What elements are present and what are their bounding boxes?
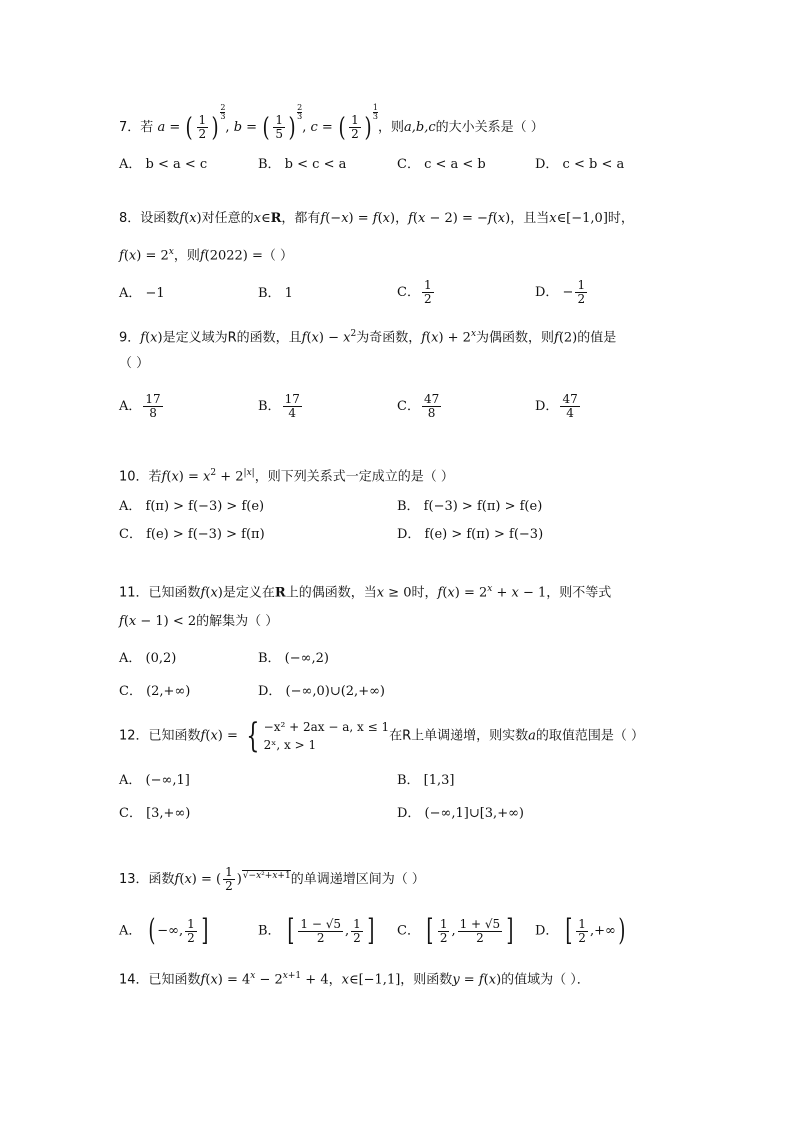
q10-number: 10．若 — [119, 469, 162, 485]
q8-option-b: B． 1 — [258, 286, 293, 301]
q8-text-d: ，且当 — [510, 211, 550, 226]
question-9-stem: 9．f(x)是定义域为R的函数，且$f(x) - x^2$为奇函数，$f(x) + 2^x$为偶函数，则f(2)的值是 — [119, 329, 617, 346]
q7-number: 7． — [119, 120, 141, 135]
q10-option-c: C． f(e) > f(−3) > f(π) — [119, 527, 265, 542]
question-8-stem: 8．设函数f(x)对任意的x∈R，都有f(−x) = f(x)，f(x − 2) = −f(x)，且当x∈[−1,0]时， — [119, 211, 634, 226]
q7-option-b: B． b < c < a — [258, 157, 347, 172]
q14-text-c: ，则函数 — [400, 972, 453, 988]
q13-option-b: B． [ $\frac{1 - √5}{2}$ , $\frac{1}{2}$ ] — [258, 913, 375, 948]
q13-number: 13．函数 — [119, 872, 175, 887]
q12-number: 12．已知函数 — [119, 728, 201, 744]
q9-text-a: 是定义域为R的函数，且 — [162, 330, 302, 346]
q9-number: 9． — [119, 330, 141, 346]
q7-stem-pre: 若 — [140, 120, 154, 135]
q11-number: 11．已知函数 — [119, 585, 201, 601]
q7-option-d: D． c < b < a — [535, 157, 625, 172]
q11-text-b: 是定义在 — [222, 585, 275, 601]
q11-option-a: A． (0,2) — [119, 651, 177, 666]
q7-option-a: A． b < a < c — [119, 157, 208, 172]
q9-text-c: 为偶函数，则 — [476, 330, 555, 346]
q9-option-c: C． $\frac{47}{8}$ — [397, 392, 440, 420]
q12-text-c: 的取值范围是（ ） — [535, 728, 645, 744]
q14-text-d: 的值域为（ ）． — [501, 972, 590, 988]
q8-option-a: A． −1 — [119, 286, 165, 301]
question-9-line2: （ ） — [119, 356, 150, 371]
q12-case2: 2ˣ, x > 1 — [263, 738, 317, 752]
q11-line2-b: 的解集为（ ） — [196, 614, 279, 629]
question-7-stem: 7．若 a = ( $\frac{1}{2}$ ) $\frac{2}{3}$ , b = ( $\frac{1}{5}$ ) $\frac{2}{3}$ , c = ( $\frac{1}{2}$ ) $\frac{1}{3}$ ，则a,b,c的大小关系是（ ） — [119, 103, 544, 143]
question-14-stem: 14．已知函数$f(x) = 4^x - 2^{x+1} + 4$，x∈[−1,1]，则函数y = f(x)的值域为（ ）． — [119, 971, 590, 988]
q8-text-a: 设函数 — [140, 211, 180, 226]
q10-option-b: B． f(−3) > f(π) > f(e) — [397, 499, 543, 514]
question-10-stem: 10．若$f(x) = x^2 + 2^{|x|}$，则下列关系式一定成立的是（ ） — [119, 468, 454, 485]
q8-number: 8． — [119, 211, 141, 226]
q11-text-c: 上的偶函数，当 — [285, 585, 377, 601]
q13-option-c: C． [ $\frac{1}{2}$ , $\frac{1 + √5}{2}$ ] — [397, 913, 514, 948]
q8-text-b: 对任意的 — [201, 211, 254, 226]
q7-stem-post: ，则 — [378, 120, 405, 135]
q9-option-d: D． $\frac{47}{4}$ — [535, 392, 578, 420]
q11-text-e: ，则不等式 — [546, 585, 612, 601]
q14-text-b: ， — [328, 972, 342, 988]
q12-case1: −x² + 2ax − a, x ≤ 1 — [263, 720, 390, 734]
q7-stem-end: 的大小关系是（ ） — [435, 120, 544, 135]
q9-option-b: B． $\frac{17}{4}$ — [258, 392, 300, 420]
q13-text-b: 的单调递增区间为（ ） — [290, 872, 425, 887]
question-11-stem: 11．已知函数f(x)是定义在R上的偶函数，当x ≥ 0时，$f(x) = 2^x + x - 1$，则不等式 — [119, 584, 612, 601]
q11-option-b: B． (−∞,2) — [258, 651, 329, 666]
q12-option-d: D． (−∞,1]∪[3,+∞) — [397, 806, 524, 821]
q8-option-d: D． − $\frac{1}{2}$ — [535, 278, 586, 306]
q8-text-c: ，都有 — [281, 211, 321, 226]
q11-option-c: C． (2,+∞) — [119, 684, 191, 699]
question-12-stem: 12．已知函数f(x) = { −x² + 2ax − a, x ≤ 1 2ˣ, x > 1 在R上单调递增，则实数a的取值范围是（ ） — [119, 716, 645, 756]
q12-option-a: A． (−∞,1] — [119, 773, 190, 788]
question-11-line2: f(x − 1) < 2的解集为（ ） — [119, 614, 279, 629]
q7-abc: a,b,c — [404, 120, 436, 135]
q10-option-d: D． f(e) > f(π) > f(−3) — [397, 527, 544, 542]
q8-line2-tail: （ ） — [262, 248, 294, 264]
q9-option-a: A． $\frac{17}{8}$ — [119, 392, 161, 420]
q7-option-c: C． c < a < b — [397, 157, 486, 172]
q10-text-b: ，则下列关系式一定成立的是（ ） — [254, 469, 454, 485]
question-8-line2: $f(x) = 2^x$，则f(2022) =（ ） — [119, 247, 294, 264]
q8-line2-end: ，则 — [173, 248, 200, 264]
q9-text-d: 的值是 — [577, 330, 617, 346]
q8-option-c: C． $\frac{1}{2}$ — [397, 278, 432, 306]
q11-option-d: D． (−∞,0)∪(2,+∞) — [258, 684, 385, 699]
q11-text-d: 时， — [411, 585, 438, 601]
q12-option-b: B． [1,3] — [397, 773, 455, 788]
q9-text-b: 为奇函数， — [356, 330, 422, 346]
q13-option-d: D． [ $\frac{1}{2}$ ,+∞) — [535, 913, 626, 948]
q13-option-a: A． ( −∞, $\frac{1}{2}$ ] — [119, 913, 209, 948]
q12-option-c: C． [3,+∞) — [119, 806, 191, 821]
q10-option-a: A． f(π) > f(−3) > f(e) — [119, 499, 265, 514]
q12-text-b: 在R上单调递增，则实数 — [389, 728, 529, 744]
q14-number: 14．已知函数 — [119, 972, 201, 988]
question-13-stem: 13．函数f(x) = ( $\frac{1}{2}$ )$^{√-x^2+x+1}$的单调递增区间为（ ） — [119, 865, 425, 893]
q8-text-e: 时， — [607, 211, 634, 226]
